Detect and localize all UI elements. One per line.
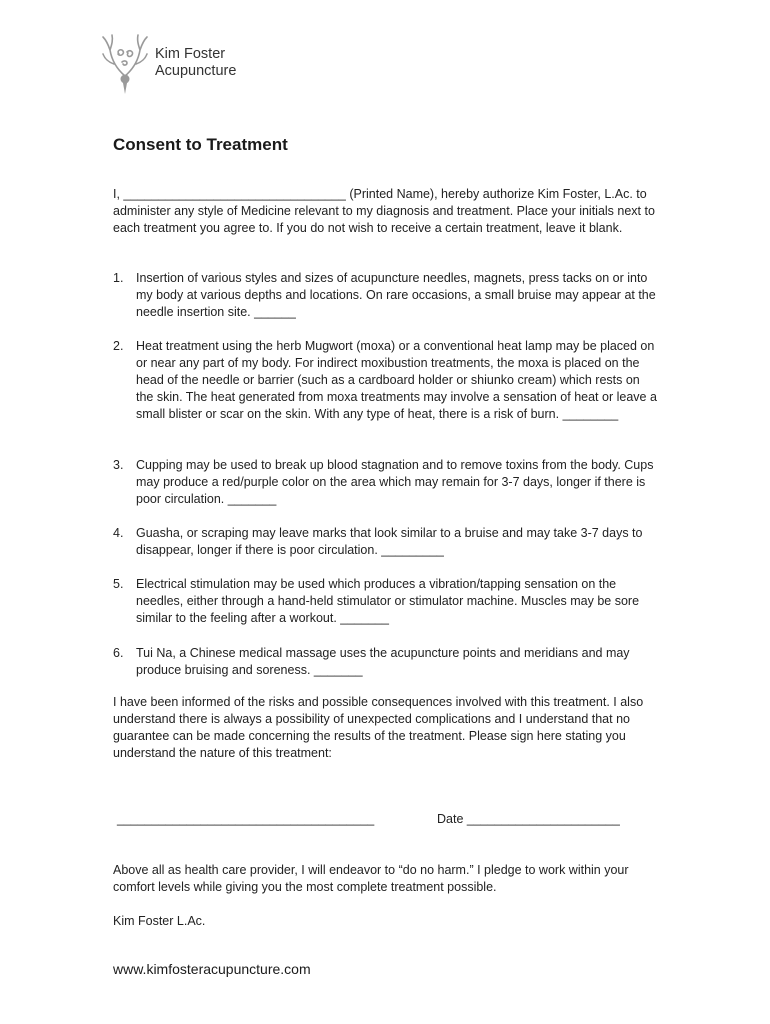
item-text: Heat treatment using the herb Mugwort (moxa) or a conventional heat lamp may be placed on or near any part of my body. For indirect moxibustion treatments, the moxa is placed on the head of the needle or barrier (such as a cardboard holder or shiunko cream) which rests on the skin. The heat generated from moxa treatments may involve a sensation of heat or leave a small blister or scar on the skin. With any type of heat, there is a risk of burn. ________ xyxy=(136,339,657,421)
treatment-item-3 xyxy=(113,457,658,508)
intro-paragraph: I, ________________________________ (Printed Name), hereby authorize Kim Foster, L.Ac. to administer any style of Medicine relevant to my diagnosis and treatment. Place your initials next to each treatment you agree to. If you do not wish to receive a certain treatment, leave it blank. xyxy=(113,187,655,235)
item-text: Tui Na, a Chinese medical massage uses the acupuncture points and meridians and may produce bruising and soreness. _______ xyxy=(136,646,630,677)
treatment-item-2 xyxy=(113,338,658,423)
item-number: 5. xyxy=(113,577,124,591)
treatment-item-5 xyxy=(113,576,658,627)
item-number: 2. xyxy=(113,339,124,353)
website-footer: www.kimfosteracupuncture.com xyxy=(113,961,311,977)
logo-line-1: Kim Foster xyxy=(155,46,226,62)
date-field: Date ______________________ xyxy=(437,812,620,826)
informed-paragraph: I have been informed of the risks and possible consequences involved with this treatment. I also understand there is always a possibility of unexpected complications and I understand that no guarantee can be made concerning the results of the treatment. Please sign here stating you understand the nature of this treatment: xyxy=(113,695,644,760)
logo-line-2: Acupuncture xyxy=(155,63,237,79)
treatment-item-4 xyxy=(113,525,658,559)
signature-line: _____________________________________ xyxy=(117,812,375,826)
page-title: Consent to Treatment xyxy=(113,135,288,154)
pledge-paragraph: Above all as health care provider, I will endeavor to “do no harm.” I pledge to work within your comfort levels while giving you the most complete treatment possible. xyxy=(113,863,629,894)
item-number: 6. xyxy=(113,646,124,660)
logo-wordmark xyxy=(155,46,236,80)
item-text: Electrical stimulation may be used which produces a vibration/tapping sensation on the needles, either through a hand-held stimulator or stimulator machine. Muscles may be sore similar to the feeling after a workout. _______ xyxy=(136,577,640,625)
logo xyxy=(100,32,260,96)
treatment-item-1 xyxy=(113,270,658,321)
treatment-item-6 xyxy=(113,645,658,679)
item-number: 1. xyxy=(113,271,124,285)
provider-signoff: Kim Foster L.Ac. xyxy=(113,914,206,928)
item-text: Insertion of various styles and sizes of acupuncture needles, magnets, press tacks on or into my body at various depths and locations. On rare occasions, a small bruise may appear at the needle insertion site. ______ xyxy=(136,271,656,319)
item-number: 4. xyxy=(113,526,124,540)
item-number: 3. xyxy=(113,458,124,472)
item-text: Cupping may be used to break up blood stagnation and to remove toxins from the body. Cups may produce a red/purple color on the area which may remain for 3-7 days, longer if there is poor circulation. _______ xyxy=(136,458,654,506)
item-text: Guasha, or scraping may leave marks that look similar to a bruise and may take 3-7 days to disappear, longer if there is poor circulation. _________ xyxy=(136,526,643,557)
antler-tree-logo-icon xyxy=(100,32,150,96)
